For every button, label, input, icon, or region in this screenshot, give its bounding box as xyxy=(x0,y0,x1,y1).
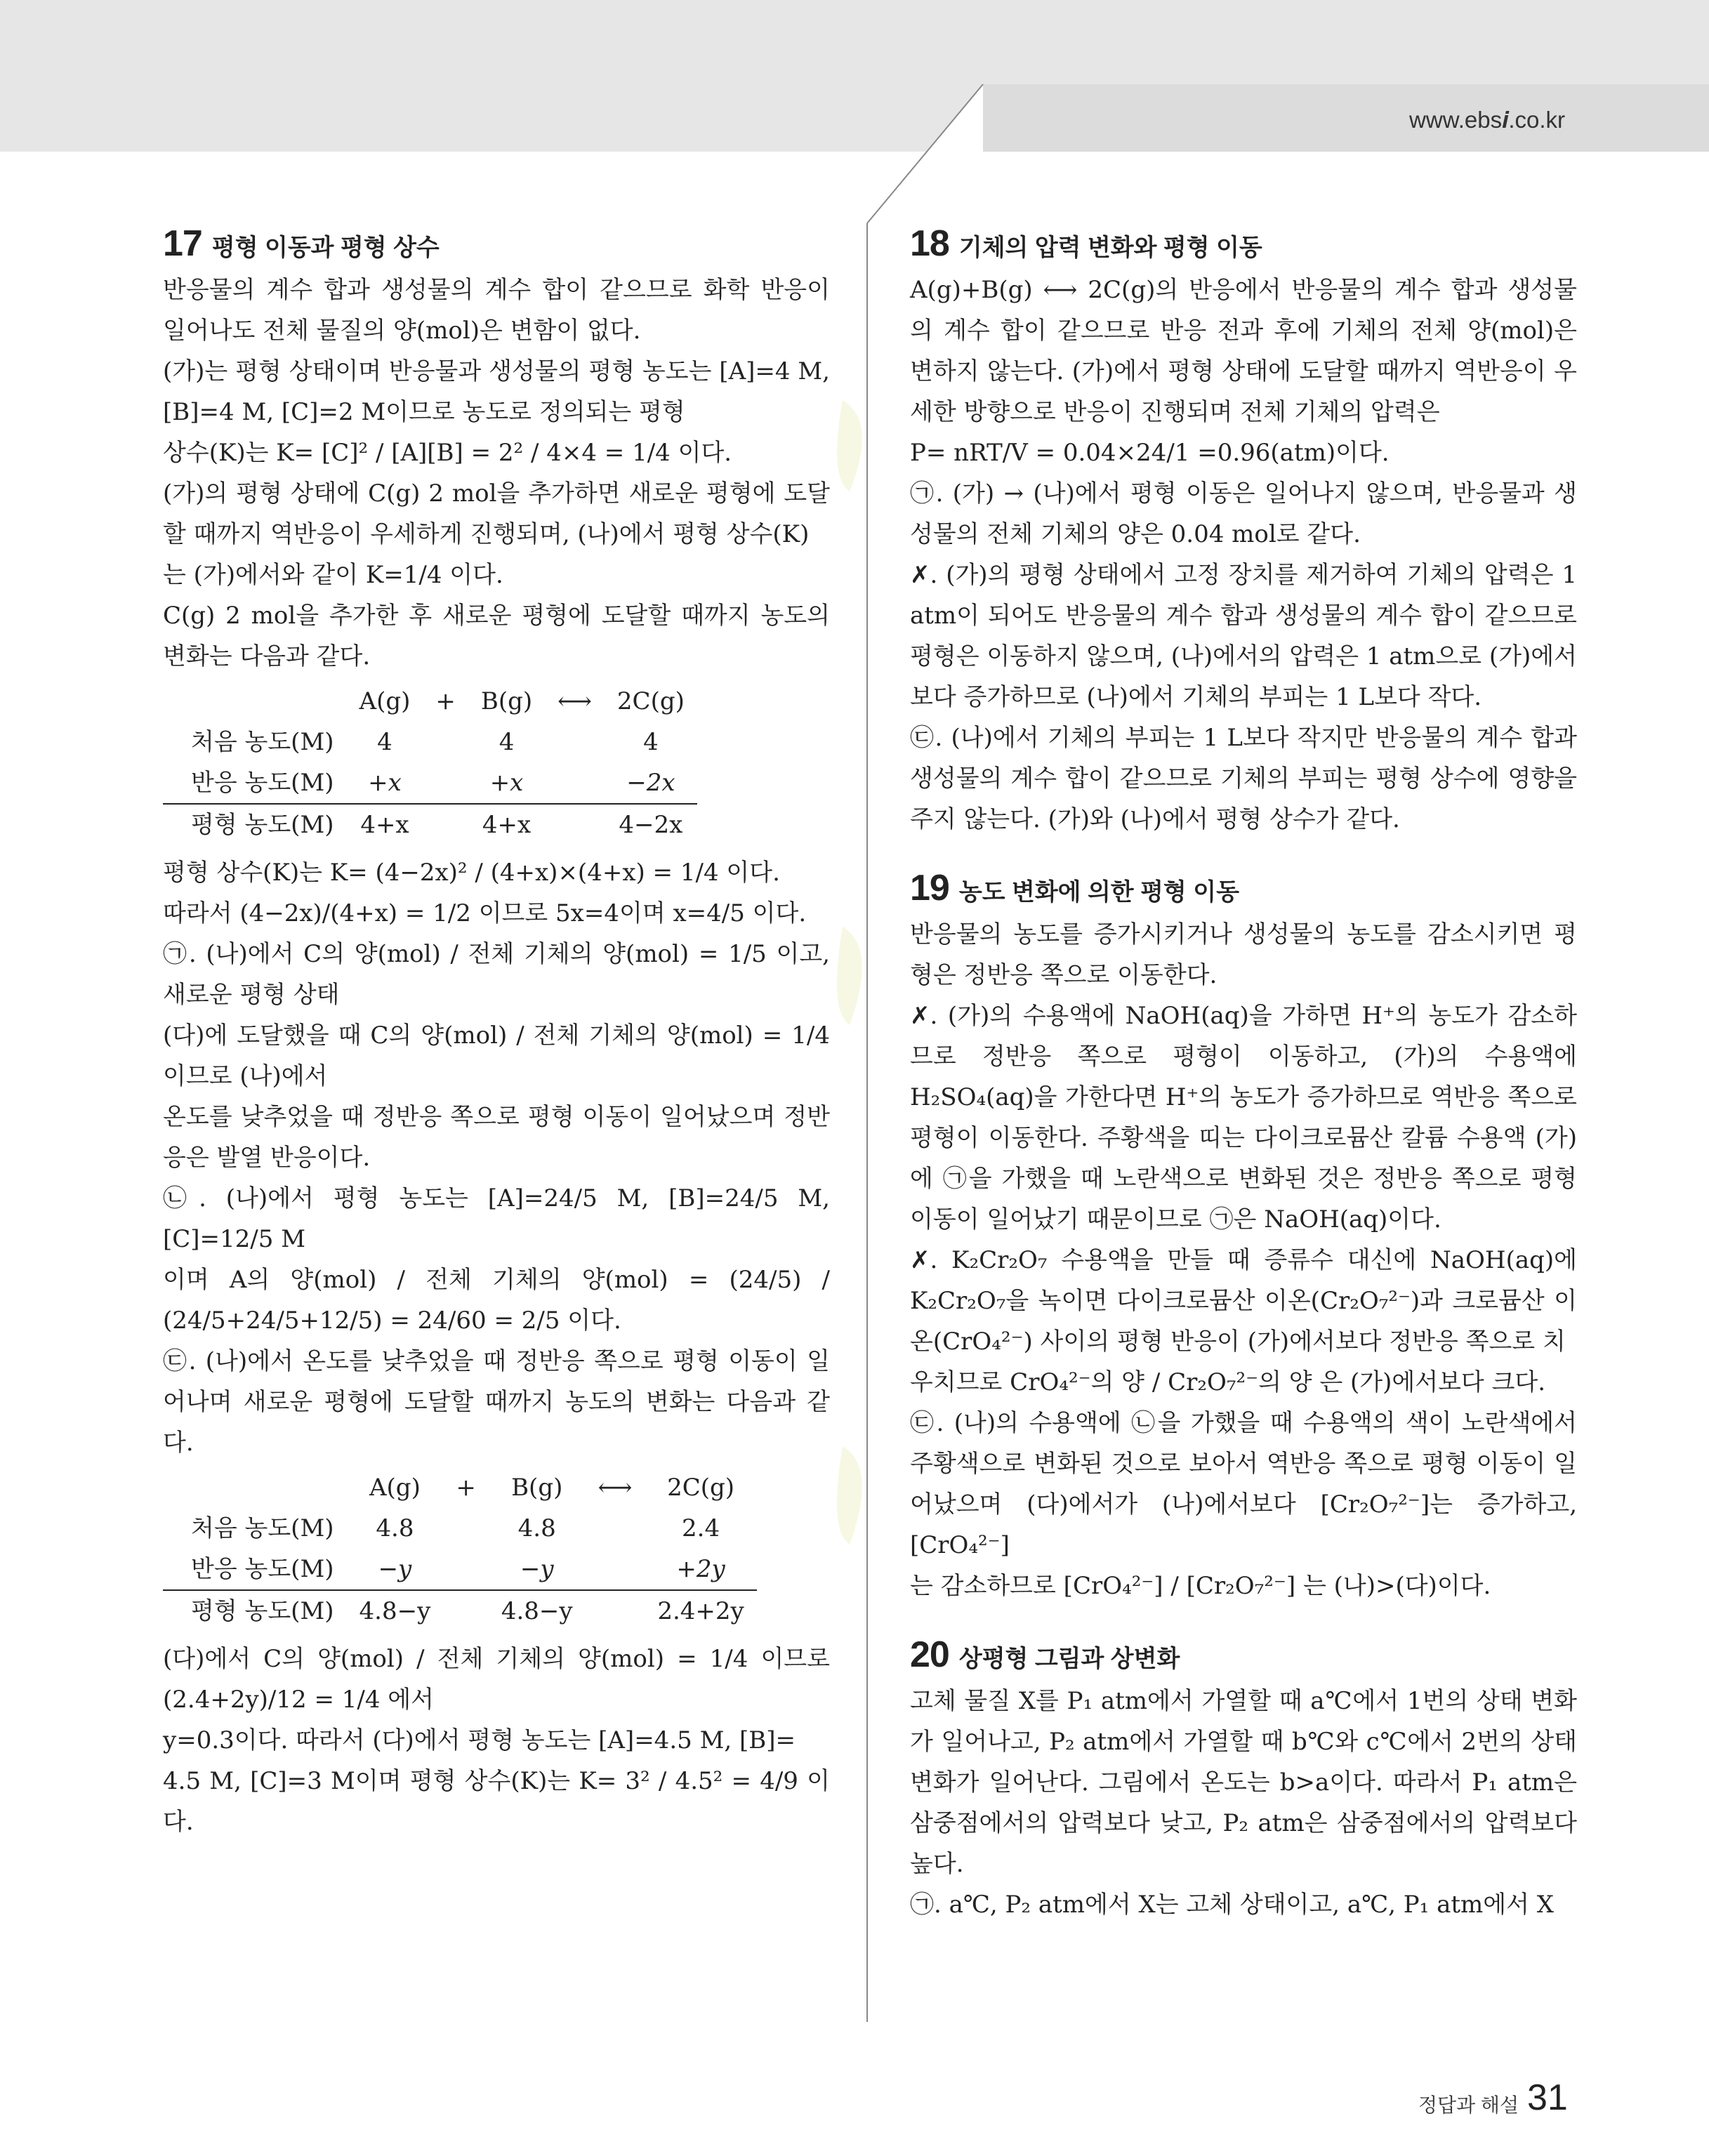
section-number: 18 xyxy=(910,223,949,264)
paragraph: 고체 물질 X를 P₁ atm에서 가열할 때 a℃에서 1번의 상태 변화가 일어나고, P₂ atm에서 가열할 때 b℃와 c℃에서 2번의 상태 변화가 일어난다. 그림에서 온도는 b>a이다. 따라서 P₁ atm은 삼중점에서의 압력보다 낮고, P₂ atm은 삼중점에서의 압력보다 높다. xyxy=(910,1687,1577,1878)
table-cell: 4.8 xyxy=(376,1514,414,1542)
paragraph: ㉢. (나)의 수용액에 ㉡을 가했을 때 수용액의 색이 노란색에서 주황색으로 변화된 것으로 보아서 역반응 쪽으로 평형 이동이 일어났으며 (다)에서가 (나)에서보다 [Cr₂O₇²⁻]는 증가하고, [CrO₄²⁻] xyxy=(910,1409,1577,1559)
table-cell: −2x xyxy=(626,769,675,797)
table-cell: +x xyxy=(489,769,524,797)
paragraph: ㉢. (나)에서 온도를 낮추었을 때 정반응 쪽으로 평형 이동이 일어나며 새로운 평형에 도달할 때까지 농도의 변화는 다음과 같다. xyxy=(163,1347,830,1457)
paragraph: ✗. (가)의 수용액에 NaOH(aq)을 가하면 H⁺의 농도가 감소하므로 정반응 쪽으로 평형이 이동하고, (가)의 수용액에 H₂SO₄(aq)을 가한다면 H⁺의 농도가 증가하므로 역반응 쪽으로 평형이 이동한다. 주황색을 띠는 다이크로뮴산 칼륨 수용액 (가)에 ㉠을 가했을 때 노란색으로 변화된 것은 정반응 쪽으로 평형 이동이 일어났기 때문이므로 ㉠은 NaOH(aq)이다. xyxy=(910,1002,1577,1234)
paragraph: (가)는 평형 상태이며 반응물과 생성물의 평형 농도는 [A]=4 M, [B]=4 M, [C]=2 M이므로 농도로 정의되는 평형 xyxy=(163,357,830,426)
page-number: 31 xyxy=(1527,2077,1568,2118)
table-cell: 4 xyxy=(499,728,515,756)
paragraph: 는 (가)에서와 같이 K=1/4 이다. xyxy=(163,561,503,589)
concentration-table-1 xyxy=(163,681,697,845)
concentration-table-2 xyxy=(163,1467,757,1632)
section-title: 상평형 그림과 상변화 xyxy=(958,1646,1180,1672)
reaction-term: 2C(g) xyxy=(616,687,685,715)
reaction-term: + xyxy=(435,687,456,715)
paragraph: 따라서 (4−2x)/(4+x) = 1/2 이므로 5x=4이며 x=4/5 이다. xyxy=(163,899,807,927)
paragraph: 는 감소하므로 [CrO₄²⁻] / [Cr₂O₇²⁻] 는 (나)>(다)이다. xyxy=(910,1572,1491,1600)
section-18-heading xyxy=(910,223,1577,268)
paragraph: 평형 상수(K)는 K= (4−2x)² / (4+x)×(4+x) = 1/4 이다. xyxy=(163,859,780,887)
table-cell: −y xyxy=(520,1555,554,1583)
row-label: 처음 농도(M) xyxy=(191,1514,334,1542)
table-row xyxy=(163,1590,757,1632)
paragraph: C(g) 2 mol을 추가한 후 새로운 평형에 도달할 때까지 농도의 변화는 다음과 같다. xyxy=(163,602,830,670)
reaction-term: 2C(g) xyxy=(667,1474,735,1502)
table-cell: +x xyxy=(368,769,402,797)
paragraph: (다)에서 C의 양(mol) / 전체 기체의 양(mol) = 1/4 이므로 (2.4+2y)/12 = 1/4 에서 xyxy=(163,1645,830,1714)
table-cell: 4+x xyxy=(347,804,423,845)
section-number: 19 xyxy=(910,868,949,908)
reaction-term: ⟷ xyxy=(557,687,592,715)
table-cell: 4.8−y xyxy=(489,1590,586,1632)
table-row xyxy=(163,804,697,845)
table-cell: 4+x xyxy=(468,804,545,845)
reaction-term: A(g) xyxy=(359,687,411,715)
table-row xyxy=(163,1508,757,1549)
footer-label: 정답과 해설 xyxy=(1418,2094,1519,2116)
table-cell: 2.4+2y xyxy=(645,1590,756,1632)
section-20-heading xyxy=(910,1634,1577,1679)
table-cell: 2.4 xyxy=(682,1514,720,1542)
paragraph: ✗. (가)의 평형 상태에서 고정 장치를 제거하여 기체의 압력은 1 atm이 되어도 반응물의 계수 합과 생성물의 계수 합이 같으므로 평형은 이동하지 않으며, (나)에서의 압력은 1 atm으로 (가)에서보다 증가하므로 (나)에서 기체의 부피는 1 L보다 작다. xyxy=(910,561,1577,711)
section-17-heading xyxy=(163,223,830,268)
section-title: 기체의 압력 변화와 평형 이동 xyxy=(958,234,1262,261)
paragraph: 이며 A의 양(mol) / 전체 기체의 양(mol) = (24/5) / (24/5+24/5+12/5) = 24/60 = 2/5 이다. xyxy=(163,1266,830,1335)
right-column xyxy=(910,223,1577,1925)
table-cell: +2y xyxy=(676,1555,725,1583)
table-row xyxy=(163,762,697,804)
section-title: 농도 변화에 의한 평형 이동 xyxy=(958,879,1239,906)
table-cell: 4.8−y xyxy=(347,1590,444,1632)
reaction-term: B(g) xyxy=(480,687,533,715)
table-cell: 4.8 xyxy=(517,1514,556,1542)
row-label: 처음 농도(M) xyxy=(191,728,334,756)
row-label: 평형 농도(M) xyxy=(163,1590,347,1632)
paragraph: A(g)+B(g) ⟷ 2C(g)의 반응에서 반응물의 계수 합과 생성물의 계수 합이 같으므로 반응 전과 후에 기체의 전체 양(mol)은 변하지 않는다. (가)에서 평형 상태에 도달할 때까지 역반응이 우세한 방향으로 반응이 진행되며 전체 기체의 압력은 xyxy=(910,276,1577,426)
section-19-heading xyxy=(910,868,1577,913)
reaction-term: ⟷ xyxy=(598,1474,633,1502)
paragraph: ㉠. (나)에서 C의 양(mol) / 전체 기체의 양(mol) = 1/5 이고, 새로운 평형 상태 xyxy=(163,940,830,1009)
table-row xyxy=(163,1549,757,1590)
table-cell: 4 xyxy=(643,728,659,756)
paragraph: 반응물의 계수 합과 생성물의 계수 합이 같으므로 화학 반응이 일어나도 전체 물질의 양(mol)은 변함이 없다. xyxy=(163,276,830,345)
paragraph: (다)에 도달했을 때 C의 양(mol) / 전체 기체의 양(mol) = 1/4 이므로 (나)에서 xyxy=(163,1021,830,1090)
reaction-term: B(g) xyxy=(511,1474,563,1502)
paragraph: ㉠. (가) → (나)에서 평형 이동은 일어나지 않으며, 반응물과 생성물의 전체 기체의 양은 0.04 mol로 같다. xyxy=(910,480,1577,548)
row-label: 반응 농도(M) xyxy=(191,769,334,797)
paragraph: 4.5 M, [C]=3 M이며 평형 상수(K)는 K= 3² / 4.5² = 4/9 이다. xyxy=(163,1767,830,1836)
table-cell: 4 xyxy=(377,728,392,756)
paragraph: 반응물의 농도를 증가시키거나 생성물의 농도를 감소시키면 평형은 정반응 쪽으로 이동한다. xyxy=(910,920,1577,989)
paragraph: y=0.3이다. 따라서 (다)에서 평형 농도는 [A]=4.5 M, [B]= xyxy=(163,1726,796,1754)
section-title: 평형 이동과 평형 상수 xyxy=(211,234,440,261)
left-column xyxy=(163,223,830,1842)
section-number: 20 xyxy=(910,1634,949,1675)
paragraph: 우치므로 CrO₄²⁻의 양 / Cr₂O₇²⁻의 양 은 (가)에서보다 크다. xyxy=(910,1368,1546,1396)
table-cell: 4−2x xyxy=(605,804,697,845)
reaction-term: A(g) xyxy=(369,1474,421,1502)
section-number: 17 xyxy=(163,223,202,264)
paragraph: 상수(K)는 K= [C]² / [A][B] = 2² / 4×4 = 1/4 이다. xyxy=(163,439,732,467)
table-cell: −y xyxy=(378,1555,412,1583)
reaction-term: + xyxy=(456,1474,476,1502)
paragraph: P= nRT/V = 0.04×24/1 =0.96(atm)이다. xyxy=(910,439,1390,467)
row-label: 반응 농도(M) xyxy=(191,1555,334,1583)
paragraph: ㉡. (나)에서 평형 농도는 [A]=24/5 M, [B]=24/5 M, [C]=12/5 M xyxy=(163,1184,830,1253)
paragraph: ✗. K₂Cr₂O₇ 수용액을 만들 때 증류수 대신에 NaOH(aq)에 K₂Cr₂O₇을 녹이면 다이크로뮴산 이온(Cr₂O₇²⁻)과 크로뮴산 이온(CrO₄²⁻) 사이의 평형 반응이 (가)에서보다 정반응 쪽으로 치 xyxy=(910,1246,1577,1356)
reaction-row xyxy=(163,1467,757,1508)
paragraph: 온도를 낮추었을 때 정반응 쪽으로 평형 이동이 일어났으며 정반응은 발열 반응이다. xyxy=(163,1103,830,1172)
paragraph: (가)의 평형 상태에 C(g) 2 mol을 추가하면 새로운 평형에 도달할 때까지 역반응이 우세하게 진행되며, (나)에서 평형 상수(K) xyxy=(163,480,830,548)
reaction-row xyxy=(163,681,697,722)
row-label: 평형 농도(M) xyxy=(163,804,347,845)
table-row xyxy=(163,722,697,762)
site-url[interactable]: www.ebs𝒊.co.kr xyxy=(1409,107,1565,133)
paragraph: ㉠. a℃, P₂ atm에서 X는 고체 상태이고, a℃, P₁ atm에서 X xyxy=(910,1891,1554,1919)
paragraph: ㉢. (나)에서 기체의 부피는 1 L보다 작지만 반응물의 계수 합과 생성물의 계수 합이 같으므로 기체의 부피는 평형 상수에 영향을 주지 않는다. (가)와 (나)에서 평형 상수가 같다. xyxy=(910,724,1577,833)
